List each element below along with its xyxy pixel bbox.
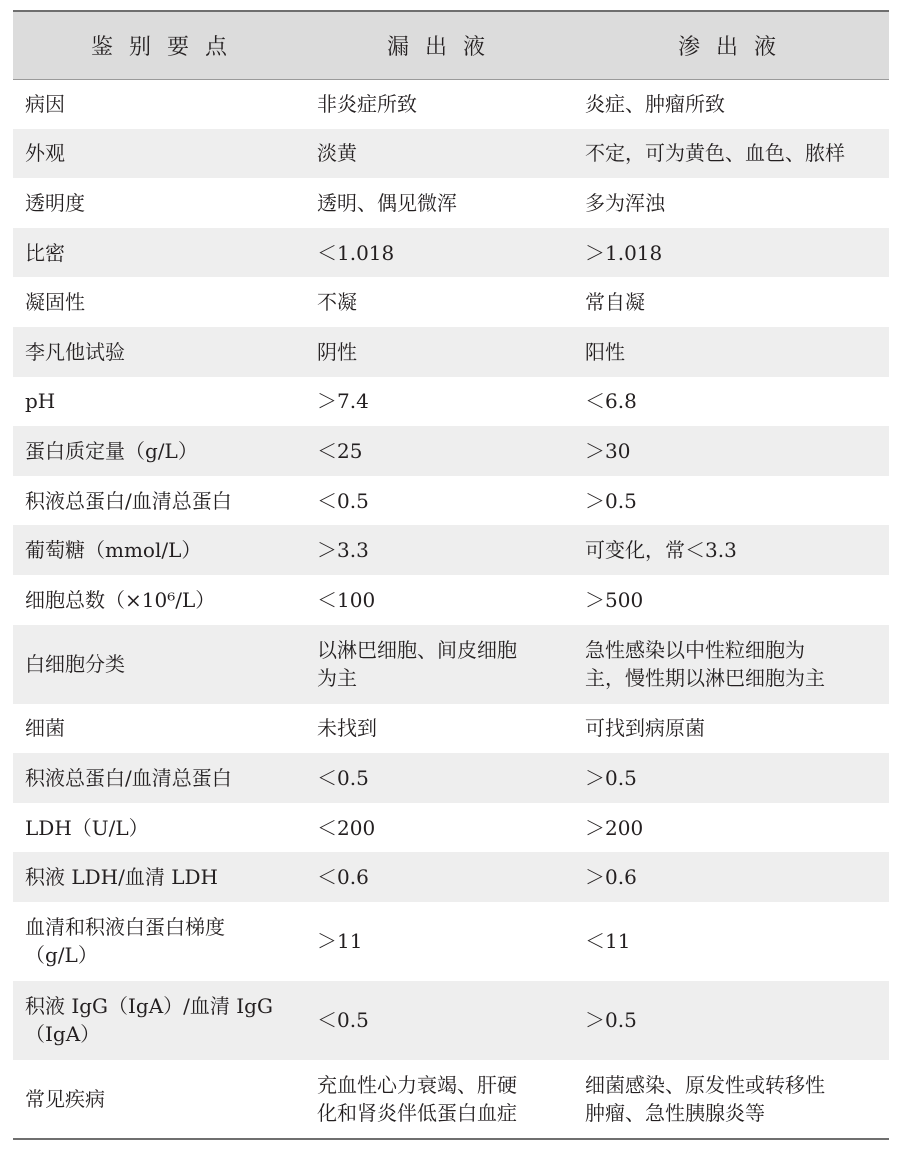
row-item-cell: 积液 IgG（IgA）/血清 IgG （IgA） [25,994,273,1047]
row-transudate-cell: ＜1.018 [317,240,395,265]
row-transudate-cell: ＜0.5 [317,765,369,790]
table-row [13,426,889,476]
row-exudate-cell: 急性感染以中性粒细胞为 主，慢性期以淋巴细胞为主 [585,638,825,691]
table-row [13,79,889,129]
row-exudate-cell: 不定，可为黄色、血色、脓样 [585,141,845,166]
row-item-cell: 外观 [25,141,65,166]
row-exudate-cell: 炎症、肿瘤所致 [585,92,725,117]
row-item-cell: 细胞总数（×10⁶/L） [25,587,216,612]
table-row [13,575,889,625]
transudate-exudate-comparison-table [13,10,889,1140]
row-transudate-cell: ＜200 [317,815,376,840]
table-row [13,981,889,1060]
row-item-cell: 积液总蛋白/血清总蛋白 [25,765,232,790]
header-exudate: 渗出液 [571,11,889,79]
table-row [13,228,889,278]
row-exudate-cell: 细菌感染、原发性或转移性 肿瘤、急性胰腺炎等 [585,1072,825,1125]
row-exudate-cell: 阳性 [585,339,625,364]
row-item-cell: 血清和积液白蛋白梯度 （g/L） [25,915,225,968]
table-row [13,476,889,526]
table-row [13,525,889,575]
row-transudate-cell: ＜100 [317,587,376,612]
row-transudate-cell: 不凝 [317,290,357,315]
row-item-cell: pH [25,389,56,414]
row-item-cell: 蛋白质定量（g/L） [25,438,198,463]
row-item-cell: 李凡他试验 [25,339,125,364]
row-exudate-cell: ＞500 [585,587,644,612]
table-row [13,277,889,327]
table-row [13,902,889,981]
row-exudate-cell: ＞1.018 [585,240,663,265]
row-transudate-cell: ＜0.5 [317,488,369,513]
row-transudate-cell: 未找到 [317,716,377,741]
header-key-points: 鉴别要点 [13,11,305,79]
table-row [13,129,889,179]
table-row [13,704,889,754]
row-transudate-cell: ＜25 [317,438,363,463]
row-transudate-cell: 非炎症所致 [317,92,417,117]
row-transudate-cell: 透明、偶见微浑 [317,190,457,215]
row-exudate-cell: ＞0.6 [585,865,637,890]
row-exudate-cell: 可变化，常＜3.3 [585,538,737,563]
header-row [13,11,889,79]
table-row [13,327,889,377]
table-row [13,753,889,803]
row-transudate-cell: 以淋巴细胞、间皮细胞 为主 [317,638,517,691]
row-item-cell: 凝固性 [25,290,85,315]
row-exudate-cell: 常自凝 [585,290,645,315]
row-item-cell: 比密 [25,240,65,265]
row-transudate-cell: ＞7.4 [317,389,369,414]
row-transudate-cell: ＜0.6 [317,865,369,890]
row-exudate-cell: 多为浑浊 [585,190,665,215]
row-item-cell: 积液 LDH/血清 LDH [25,865,218,890]
row-transudate-cell: ＞11 [317,929,363,954]
row-exudate-cell: 可找到病原菌 [585,716,705,741]
row-item-cell: LDH（U/L） [25,815,149,840]
table-row [13,178,889,228]
row-item-cell: 常见疾病 [25,1086,105,1111]
row-item-cell: 细菌 [25,716,65,741]
table-header [13,11,889,79]
row-transudate-cell: 充血性心力衰竭、肝硬 化和肾炎伴低蛋白血症 [317,1072,517,1125]
row-exudate-cell: ＜6.8 [585,389,637,414]
row-exudate-cell: ＜11 [585,929,631,954]
row-exudate-cell: ＞30 [585,438,631,463]
table-row [13,852,889,902]
row-item-cell: 白细胞分类 [25,652,125,677]
row-transudate-cell: ＞3.3 [317,538,369,563]
row-item-cell: 病因 [25,92,65,117]
row-item-cell: 葡萄糖（mmol/L） [25,538,202,563]
row-item-cell: 透明度 [25,190,85,215]
row-exudate-cell: ＞0.5 [585,1008,637,1033]
table-row [13,1060,889,1139]
table-row [13,803,889,853]
table-row [13,625,889,704]
row-transudate-cell: 阴性 [317,339,357,364]
row-transudate-cell: ＜0.5 [317,1008,369,1033]
row-exudate-cell: ＞0.5 [585,488,637,513]
table-body [13,79,889,1139]
row-exudate-cell: ＞0.5 [585,765,637,790]
table-row [13,377,889,427]
row-item-cell: 积液总蛋白/血清总蛋白 [25,488,232,513]
header-transudate: 漏出液 [305,11,571,79]
row-transudate-cell: 淡黄 [317,141,357,166]
row-exudate-cell: ＞200 [585,815,644,840]
